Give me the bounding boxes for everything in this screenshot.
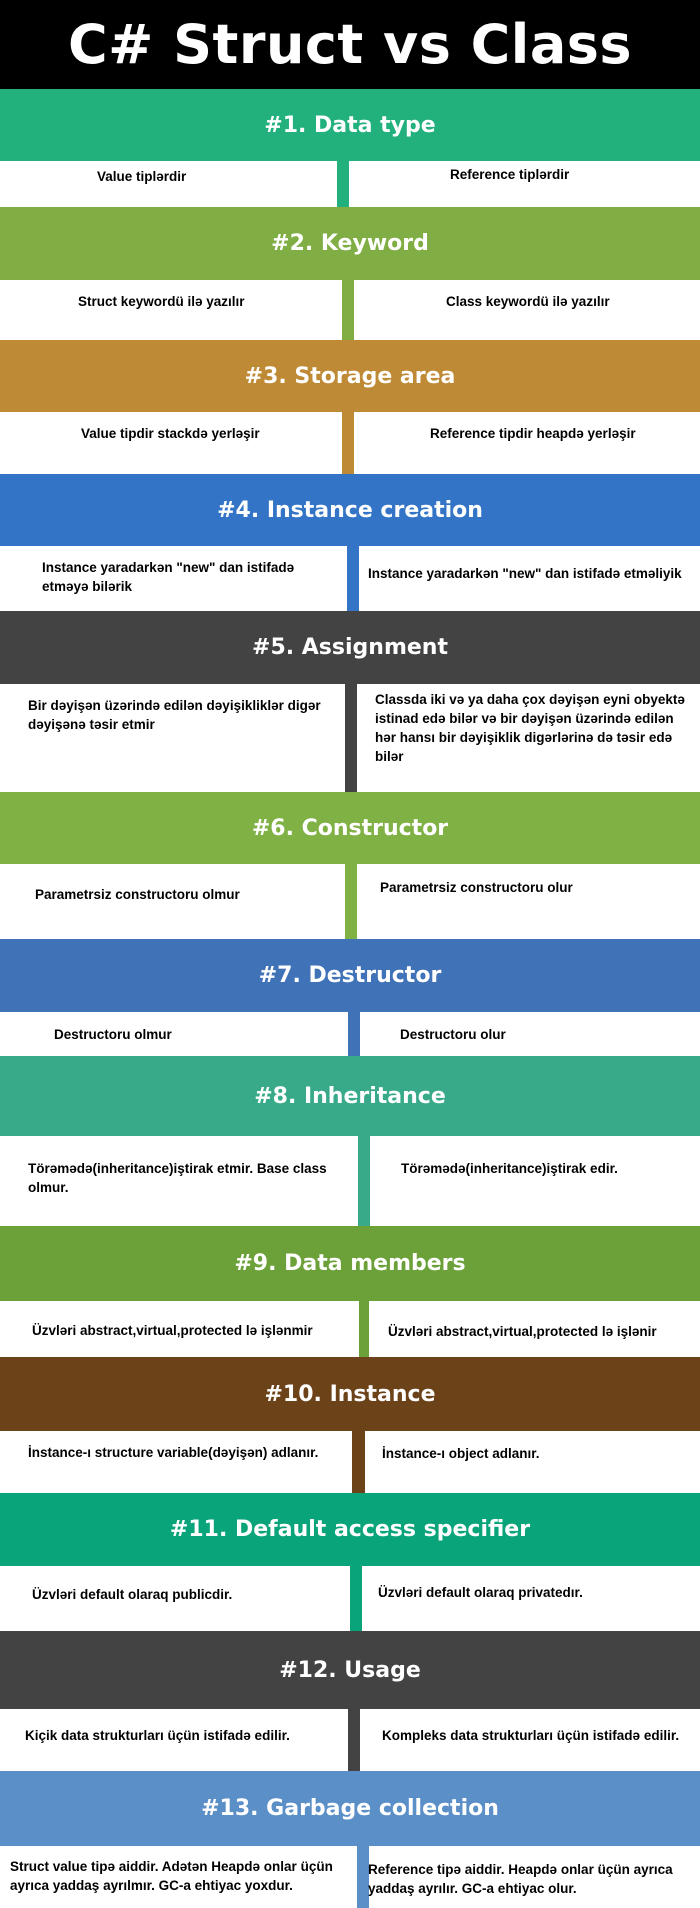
struct-cell: Parametrsiz constructoru olmur [35, 887, 240, 902]
column-divider [348, 1012, 360, 1056]
section-row [0, 161, 700, 207]
column-divider [350, 1566, 362, 1631]
section-row [0, 412, 700, 474]
section-row [0, 1566, 700, 1631]
section-heading: #11. Default access specifier [0, 1493, 700, 1566]
page-title: C# Struct vs Class [0, 0, 700, 89]
class-cell: Törəmədə(inheritance)iştirak edir. [401, 1161, 618, 1176]
section-heading: #2. Keyword [0, 207, 700, 280]
struct-cell: Üzvləri abstract,virtual,protected lə işlənmir [32, 1323, 313, 1338]
struct-cell: Value tiplərdir [97, 169, 187, 184]
class-cell: Instance yaradarkən "new" dan istifadə etməliyik [368, 566, 682, 581]
struct-cell: İnstance-ı structure variable(dəyişən) adlanır. [28, 1445, 319, 1460]
class-cell: Üzvləri abstract,virtual,protected lə işlənir [388, 1324, 657, 1339]
section-row [0, 1012, 700, 1056]
column-divider [348, 1709, 360, 1771]
class-cell: Parametrsiz constructoru olur [380, 880, 573, 895]
section-row [0, 1709, 700, 1771]
class-cell: Reference tipdir heapdə yerləşir [430, 426, 636, 441]
column-divider [337, 161, 349, 207]
section-heading: #13. Garbage collection [0, 1771, 700, 1846]
section-row [0, 1301, 700, 1357]
class-cell: Classda iki və ya daha çox dəyişən eyni obyektə istinad edə bilər və bir dəyişən üzərində edilən hər hansı bir dəyişiklik digərlərinə də təsir edə bilər [375, 692, 685, 764]
class-cell: Reference tiplərdir [450, 167, 570, 182]
section-heading: #12. Usage [0, 1631, 700, 1709]
section-row [0, 280, 700, 340]
struct-cell: Bir dəyişən üzərində edilən dəyişikliklər digər dəyişənə təsir etmir [28, 698, 321, 732]
class-cell: İnstance-ı object adlanır. [382, 1446, 540, 1461]
column-divider [342, 412, 354, 474]
section-row [0, 546, 700, 611]
class-cell: Destructoru olur [400, 1027, 506, 1042]
struct-cell: Kiçik data strukturları üçün istifadə edilir. [25, 1728, 290, 1743]
section-row [0, 684, 700, 792]
struct-cell: Struct value tipə aiddir. Adətən Heapdə onlar üçün ayrıca yaddaş ayrılmır. GC-a ehtiyac yoxdur. [10, 1859, 333, 1893]
column-divider [345, 864, 357, 939]
struct-cell: Törəmədə(inheritance)iştirak etmir. Base class olmur. [28, 1161, 327, 1195]
section-heading: #6. Constructor [0, 792, 700, 864]
struct-cell: Instance yaradarkən "new" dan istifadə etməyə bilərik [42, 560, 295, 594]
section-heading: #1. Data type [0, 89, 700, 161]
class-cell: Üzvləri default olaraq privatedır. [378, 1585, 583, 1600]
column-divider [347, 546, 359, 611]
struct-cell: Destructoru olmur [54, 1027, 172, 1042]
column-divider [352, 1431, 365, 1493]
struct-cell: Value tipdir stackdə yerləşir [81, 426, 260, 441]
struct-cell: Üzvləri default olaraq publicdir. [32, 1587, 233, 1602]
column-divider [358, 1136, 370, 1226]
column-divider [345, 684, 357, 792]
section-heading: #3. Storage area [0, 340, 700, 412]
section-heading: #10. Instance [0, 1357, 700, 1431]
section-heading: #5. Assignment [0, 611, 700, 684]
class-cell: Class keywordü ilə yazılır [446, 294, 610, 309]
column-divider [342, 280, 354, 340]
section-heading: #4. Instance creation [0, 474, 700, 546]
section-row [0, 864, 700, 939]
column-divider [359, 1301, 369, 1357]
struct-cell: Struct keywordü ilə yazılır [78, 294, 245, 309]
section-heading: #7. Destructor [0, 939, 700, 1012]
section-row [0, 1846, 700, 1908]
class-cell: Reference tipə aiddir. Heapdə onlar üçün ayrıca yaddaş ayrılır. GC-a ehtiyac olur. [368, 1862, 673, 1896]
section-row [0, 1136, 700, 1226]
section-row [0, 1431, 700, 1493]
class-cell: Kompleks data strukturları üçün istifadə edilir. [382, 1728, 680, 1743]
section-heading: #9. Data members [0, 1226, 700, 1301]
section-heading: #8. Inheritance [0, 1056, 700, 1136]
